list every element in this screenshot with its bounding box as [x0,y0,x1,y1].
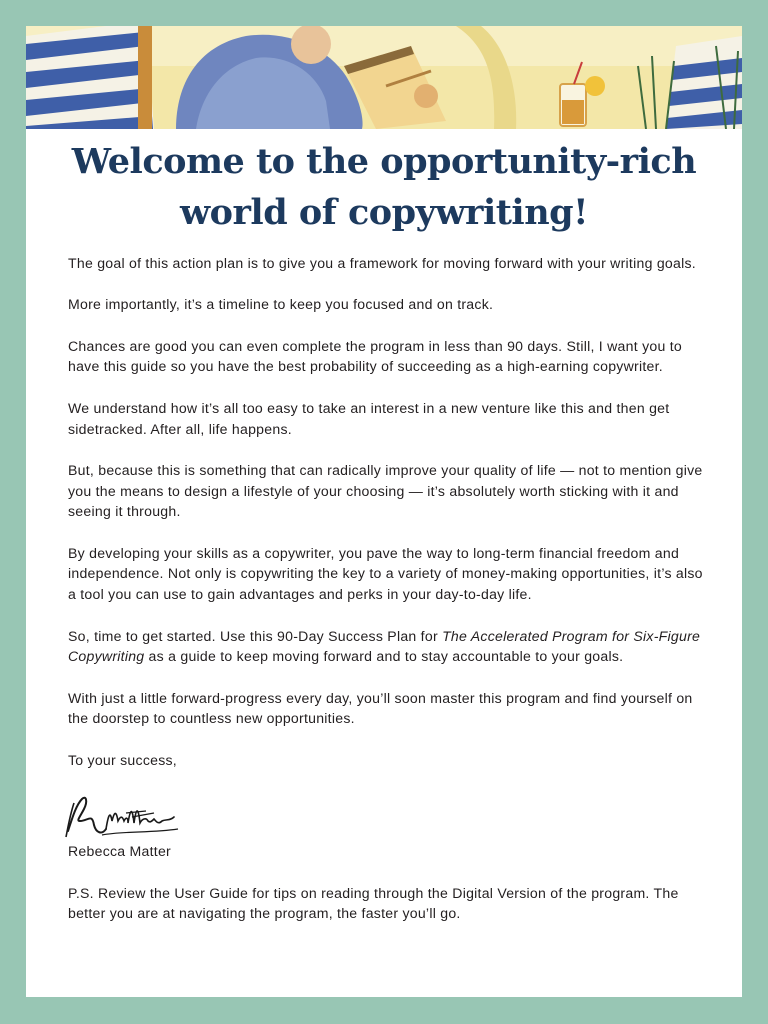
paragraph-3: Chances are good you can even complete the program in less than 90 days. Still, I want you to have this guide so you have the best probability of succeeding as a high-earning copywriter. [68,337,682,375]
page-title [26,136,742,238]
paragraph-6: By developing your skills as a copywriter, you pave the way to long-term financial freedom and independence. Not only is copywriting the key to a variety of money-making opportunities, it’s also a tool you can use to gain advantages and perks in your day-to-day life. [68,544,703,603]
program-title: The Accelerated Program for Six-Figure Copywriting [68,627,701,665]
paragraph-7-start: So, time to get started. Use this 90-Day Success Plan for [68,627,443,644]
paragraph-8: With just a little forward-progress every day, you’ll soon master this program and find yourself on the doorstep to countless new opportunities. [68,689,693,727]
signer-name: Rebecca Matter [68,843,171,860]
header-illustration [26,26,742,129]
paragraph-1: The goal of this action plan is to give you a framework for moving forward with your writing goals. [68,255,696,271]
postscript: P.S. Review the User Guide for tips on reading through the Digital Version of the program. The better you are at navigating the program, the faster you’ll go. [68,884,679,922]
paragraph-5: But, because this is something that can radically improve your quality of life — not to mention give you the means to design a lifestyle of your choosing — it’s absolutely worth sticking with it and seeing it through. [68,461,703,520]
title-line-2: world of copywriting! [179,192,589,233]
paragraph-7 [68,626,708,667]
paragraph-4: We understand how it’s all too easy to take an interest in a new venture like this and then get sidetracked. After all, life happens. [68,399,670,437]
closing-line: To your success, [68,751,177,768]
paragraph-2: More importantly, it’s a timeline to keep you focused and on track. [68,296,494,313]
title-line-1: Welcome to the opportunity-rich [71,141,697,182]
letter-body [68,253,708,924]
signature [62,791,180,841]
letter-page [26,26,742,997]
paragraph-7-end: as a guide to keep moving forward and to stay accountable to your goals. [144,648,624,665]
